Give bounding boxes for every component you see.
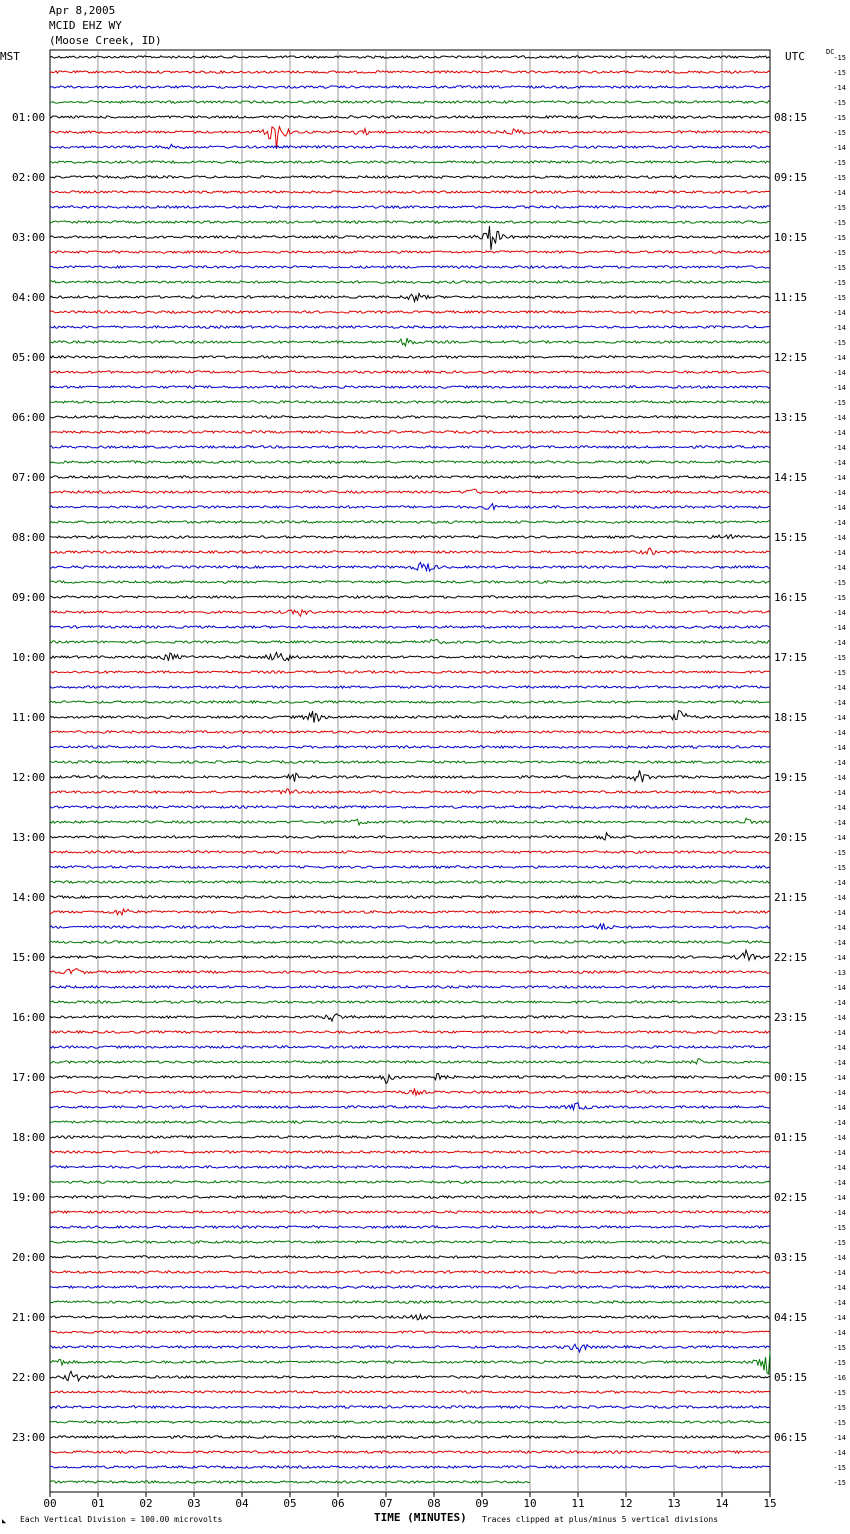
dc-offset-label: -15: [833, 849, 846, 857]
seismic-trace: [50, 833, 770, 840]
vertical-division-note: Each Vertical Division = 100.00 microvolts: [20, 1515, 223, 1524]
seismic-trace: [50, 293, 770, 301]
dc-offset-label: -15: [833, 669, 846, 677]
dc-offset-label: -14: [833, 504, 846, 512]
seismic-trace: [50, 281, 770, 283]
x-tick-label: 14: [715, 1497, 729, 1510]
seismic-trace: [50, 1406, 770, 1408]
dc-offset-label: -14: [833, 384, 846, 392]
x-tick-label: 03: [187, 1497, 201, 1510]
dc-offset-label: -14: [833, 1104, 846, 1112]
seismic-trace: [50, 326, 770, 328]
dc-offset-label: -14: [833, 924, 846, 932]
seismic-trace: [50, 1014, 770, 1021]
mst-hour-label: 15:00: [12, 951, 46, 964]
mst-hour-label: 12:00: [12, 771, 46, 784]
mst-hour-label: 21:00: [12, 1311, 46, 1324]
utc-hour-label: 10:15: [774, 231, 808, 244]
seismic-trace: [50, 1451, 770, 1453]
dc-offset-label: -15: [833, 654, 846, 662]
x-tick-label: 06: [331, 1497, 345, 1510]
seismic-trace: [50, 1181, 770, 1183]
utc-hour-label: 22:15: [774, 951, 808, 964]
utc-hour-label: 21:15: [774, 891, 808, 904]
seismic-trace: [50, 535, 770, 539]
dc-offset-label: -14: [833, 429, 846, 437]
dc-offset-label: -15: [833, 159, 846, 167]
dc-offset-label: -14: [833, 909, 846, 917]
mst-hour-label: 02:00: [12, 171, 46, 184]
utc-hour-label: 04:15: [774, 1311, 808, 1324]
dc-offset-label: -14: [833, 984, 846, 992]
dc-offset-label: -15: [833, 219, 846, 227]
dc-offset-label: -14: [833, 489, 846, 497]
dc-offset-label: -14: [833, 834, 846, 842]
mst-hour-label: 05:00: [12, 351, 46, 364]
dc-offset-label: -15: [833, 1239, 846, 1247]
seismic-trace: [50, 941, 770, 943]
seismic-trace: [50, 127, 770, 149]
utc-hour-label: 23:15: [774, 1011, 808, 1024]
utc-hour-label: 18:15: [774, 711, 808, 724]
dc-offset-label: -14: [833, 309, 846, 317]
station-label: MCID EHZ WY: [49, 19, 122, 32]
seismic-trace: [50, 431, 770, 433]
dc-offset-label: -15: [833, 399, 846, 407]
dc-offset-label: -14: [833, 714, 846, 722]
dc-offset-label: -15: [833, 864, 846, 872]
mst-hour-label: 09:00: [12, 591, 46, 604]
x-tick-label: 00: [43, 1497, 57, 1510]
date-label: Apr 8,2005: [49, 4, 116, 17]
dc-offset-label: -14: [833, 1119, 846, 1127]
seismic-trace: [50, 116, 770, 118]
seismic-trace: [50, 416, 770, 418]
dc-offset-label: -14: [833, 414, 846, 422]
seismic-trace: [50, 1391, 770, 1393]
seismic-trace: [50, 56, 770, 58]
dc-offset-label: -14: [833, 639, 846, 647]
seismic-trace: [50, 489, 770, 493]
seismic-trace: [50, 176, 770, 178]
seismic-trace: [50, 1344, 770, 1352]
dc-offset-label: -15: [833, 1224, 846, 1232]
seismic-trace: [50, 746, 770, 748]
seismic-trace: [50, 639, 770, 643]
dc-offset-label: -14: [833, 444, 846, 452]
dc-offset-label: -14: [833, 534, 846, 542]
seismic-trace: [50, 652, 770, 660]
dc-offset-label: -14: [833, 1434, 846, 1442]
seismic-trace: [50, 1351, 770, 1374]
dc-offset-label: -15: [833, 1464, 846, 1472]
utc-hour-label: 03:15: [774, 1251, 808, 1264]
seismic-trace: [50, 1088, 770, 1095]
dc-offset-label: -14: [833, 459, 846, 467]
utc-hour-label: 19:15: [774, 771, 808, 784]
dc-offset-label: -15: [833, 249, 846, 257]
seismic-trace: [50, 1196, 770, 1198]
seismic-trace: [50, 1211, 770, 1213]
seismic-trace: [50, 711, 770, 723]
seismic-trace: [50, 1256, 770, 1258]
dc-offset-label: -14: [833, 1089, 846, 1097]
dc-offset-label: -14: [833, 144, 846, 152]
seismic-trace: [50, 761, 770, 763]
dc-offset-label: -13: [833, 969, 846, 977]
seismic-trace: [50, 686, 770, 688]
seismic-trace: [50, 789, 770, 794]
seismic-trace: [50, 206, 770, 208]
x-tick-label: 02: [139, 1497, 153, 1510]
seismic-trace: [50, 386, 770, 388]
dc-offset-label: -15: [833, 1419, 846, 1427]
seismic-trace: [50, 1371, 770, 1381]
dc-offset-label: -14: [833, 804, 846, 812]
dc-offset-label: -14: [833, 324, 846, 332]
mst-hour-label: 14:00: [12, 891, 46, 904]
seismic-trace: [50, 1331, 770, 1333]
seismic-trace: [50, 504, 770, 510]
dc-offset-label: -14: [833, 354, 846, 362]
utc-hour-label: 14:15: [774, 471, 808, 484]
dc-offset-label: -14: [833, 684, 846, 692]
dc-offset-label: -15: [833, 204, 846, 212]
dc-offset-label: -14: [833, 1074, 846, 1082]
mst-hour-label: 13:00: [12, 831, 46, 844]
dc-offset-label: -15: [833, 1344, 846, 1352]
dc-offset-label: -15: [833, 54, 846, 62]
seismic-trace: [50, 1121, 770, 1123]
dc-offset-label: -14: [833, 609, 846, 617]
dc-offset-label: -14: [833, 474, 846, 482]
mst-hour-label: 20:00: [12, 1251, 46, 1264]
dc-offset-label: -14: [833, 1449, 846, 1457]
dc-offset-label: -15: [833, 114, 846, 122]
seismic-trace: [50, 610, 770, 616]
x-tick-label: 01: [91, 1497, 105, 1510]
dc-offset-label: -14: [833, 84, 846, 92]
dc-offset-label: -14: [833, 819, 846, 827]
seismic-trace: [50, 1301, 770, 1303]
seismic-trace: [50, 671, 770, 673]
utc-hour-label: 12:15: [774, 351, 808, 364]
seismic-trace: [50, 521, 770, 523]
utc-hour-label: 08:15: [774, 111, 808, 124]
dc-offset-label: -15: [833, 579, 846, 587]
mst-hour-label: 16:00: [12, 1011, 46, 1024]
utc-hour-label: 06:15: [774, 1431, 808, 1444]
dc-offset-label: -14: [833, 1149, 846, 1157]
utc-hour-label: 01:15: [774, 1131, 808, 1144]
dc-offset-label: -15: [833, 129, 846, 137]
seismic-trace: [50, 1074, 770, 1084]
x-tick-label: 08: [427, 1497, 441, 1510]
seismic-trace: [50, 191, 770, 193]
mst-hour-label: 18:00: [12, 1131, 46, 1144]
x-tick-label: 07: [379, 1497, 393, 1510]
seismic-trace: [50, 1436, 770, 1438]
utc-hour-label: 20:15: [774, 831, 808, 844]
seismic-trace: [50, 1031, 770, 1033]
seismic-trace: [50, 548, 770, 554]
dc-label: DC: [826, 48, 835, 56]
dc-offset-label: -14: [833, 879, 846, 887]
x-tick-label: 04: [235, 1497, 249, 1510]
mst-hour-label: 03:00: [12, 231, 46, 244]
x-axis-label: TIME (MINUTES): [374, 1511, 467, 1524]
dc-offset-label: -14: [833, 729, 846, 737]
dc-offset-label: -16: [833, 1374, 846, 1382]
mst-hour-label: 11:00: [12, 711, 46, 724]
seismic-trace: [50, 86, 770, 88]
mst-hour-label: 01:00: [12, 111, 46, 124]
mst-hour-label: 06:00: [12, 411, 46, 424]
dc-offset-label: -14: [833, 564, 846, 572]
x-tick-label: 11: [571, 1497, 585, 1510]
utc-hour-label: 11:15: [774, 291, 808, 304]
seismic-trace: [50, 101, 770, 103]
dc-offset-label: -14: [833, 519, 846, 527]
seismic-trace: [50, 581, 770, 583]
right-timezone-label: UTC: [785, 50, 805, 63]
dc-offset-label: -14: [833, 1044, 846, 1052]
dc-offset-label: -15: [833, 1479, 846, 1487]
mst-hour-label: 07:00: [12, 471, 46, 484]
dc-offset-label: -15: [833, 99, 846, 107]
x-tick-label: 10: [523, 1497, 537, 1510]
seismic-trace: [50, 909, 770, 915]
seismic-trace: [50, 969, 770, 974]
mst-hour-label: 08:00: [12, 531, 46, 544]
left-timezone-label: MST: [0, 50, 20, 63]
seismic-trace: [50, 596, 770, 598]
dc-offset-label: -14: [833, 744, 846, 752]
dc-offset-label: -15: [833, 594, 846, 602]
seismic-trace: [50, 881, 770, 883]
location-label: (Moose Creek, ID): [49, 34, 162, 47]
corner-mark-icon: ◣: [2, 1517, 7, 1525]
utc-hour-label: 00:15: [774, 1071, 808, 1084]
seismic-trace: [50, 461, 770, 463]
dc-offset-label: -15: [833, 1389, 846, 1397]
x-tick-label: 15: [763, 1497, 777, 1510]
seismic-trace: [50, 731, 770, 733]
dc-offset-label: -14: [833, 1269, 846, 1277]
dc-offset-label: -14: [833, 189, 846, 197]
mst-hour-label: 22:00: [12, 1371, 46, 1384]
dc-offset-label: -14: [833, 894, 846, 902]
seismic-trace: [50, 356, 770, 358]
utc-hour-label: 17:15: [774, 651, 808, 664]
x-tick-label: 12: [619, 1497, 633, 1510]
dc-offset-label: -15: [833, 339, 846, 347]
seismic-trace: [50, 71, 770, 73]
dc-offset-label: -14: [833, 549, 846, 557]
seismic-trace: [50, 701, 770, 703]
clipping-note: Traces clipped at plus/minus 5 vertical divisions: [482, 1515, 719, 1524]
dc-offset-label: -14: [833, 759, 846, 767]
utc-hour-label: 13:15: [774, 411, 808, 424]
seismic-trace: [50, 371, 770, 373]
seismic-trace: [50, 401, 770, 403]
seismic-trace: [50, 1271, 770, 1273]
seismic-trace: [50, 226, 770, 250]
seismic-trace: [50, 251, 770, 253]
dc-offset-label: -14: [833, 369, 846, 377]
seismic-trace: [50, 266, 770, 268]
mst-hour-label: 23:00: [12, 1431, 46, 1444]
seismic-trace: [50, 1241, 770, 1243]
dc-offset-label: -14: [833, 1164, 846, 1172]
seismic-trace: [50, 1421, 770, 1423]
dc-offset-label: -14: [833, 1329, 846, 1337]
seismic-trace: [50, 1136, 770, 1138]
dc-offset-label: -15: [833, 279, 846, 287]
utc-hour-label: 16:15: [774, 591, 808, 604]
x-tick-label: 05: [283, 1497, 297, 1510]
dc-offset-label: -14: [833, 1014, 846, 1022]
x-tick-label: 09: [475, 1497, 489, 1510]
seismic-trace: [50, 1466, 770, 1468]
seismic-trace: [50, 1046, 770, 1048]
seismic-trace: [50, 806, 770, 808]
seismic-trace: [50, 446, 770, 448]
dc-offset-label: -15: [833, 294, 846, 302]
seismic-trace: [50, 950, 770, 960]
utc-hour-label: 09:15: [774, 171, 808, 184]
dc-offset-label: -14: [833, 1314, 846, 1322]
dc-offset-label: -15: [833, 1359, 846, 1367]
dc-offset-label: -14: [833, 1029, 846, 1037]
dc-offset-label: -14: [833, 624, 846, 632]
mst-hour-label: 04:00: [12, 291, 46, 304]
seismic-trace: [50, 1102, 770, 1109]
dc-offset-label: -14: [833, 1209, 846, 1217]
dc-offset-label: -14: [833, 1179, 846, 1187]
mst-hour-label: 17:00: [12, 1071, 46, 1084]
seismic-trace: [50, 1286, 770, 1288]
seismic-trace: [50, 896, 770, 898]
dc-offset-label: -14: [833, 1194, 846, 1202]
dc-offset-label: -14: [833, 999, 846, 1007]
seismic-trace: [50, 986, 770, 988]
seismic-trace: [50, 866, 770, 868]
seismic-trace: [50, 311, 770, 313]
dc-offset-label: -15: [833, 174, 846, 182]
dc-offset-label: -14: [833, 1299, 846, 1307]
seismic-trace: [50, 1059, 770, 1064]
dc-offset-label: -14: [833, 774, 846, 782]
dc-offset-label: -14: [833, 954, 846, 962]
seismic-trace: [50, 161, 770, 163]
seismic-trace: [50, 563, 770, 571]
seismic-trace: [50, 851, 770, 853]
dc-offset-label: -15: [833, 264, 846, 272]
seismic-trace: [50, 818, 770, 825]
seismic-trace: [50, 1001, 770, 1003]
dc-offset-label: -14: [833, 1254, 846, 1262]
utc-hour-label: 05:15: [774, 1371, 808, 1384]
dc-offset-label: -14: [833, 699, 846, 707]
seismic-trace: [50, 144, 770, 149]
dc-offset-label: -14: [833, 1059, 846, 1067]
mst-hour-label: 19:00: [12, 1191, 46, 1204]
dc-offset-label: -14: [833, 1134, 846, 1142]
seismic-trace: [50, 221, 770, 223]
seismic-trace: [50, 1151, 770, 1153]
utc-hour-label: 02:15: [774, 1191, 808, 1204]
dc-offset-label: -14: [833, 1284, 846, 1292]
dc-offset-label: -14: [833, 789, 846, 797]
dc-offset-label: -15: [833, 234, 846, 242]
seismic-trace: [50, 1226, 770, 1228]
seismic-trace: [50, 1166, 770, 1168]
seismic-trace: [50, 770, 770, 782]
seismic-trace: [50, 476, 770, 478]
dc-offset-label: -14: [833, 939, 846, 947]
mst-hour-label: 10:00: [12, 651, 46, 664]
utc-hour-label: 15:15: [774, 531, 808, 544]
seismic-trace: [50, 923, 770, 930]
seismic-trace: [50, 626, 770, 628]
dc-offset-label: -15: [833, 1404, 846, 1412]
x-tick-label: 13: [667, 1497, 681, 1510]
seismic-trace: [50, 338, 770, 346]
dc-offset-label: -15: [833, 69, 846, 77]
seismic-trace: [50, 1315, 770, 1320]
